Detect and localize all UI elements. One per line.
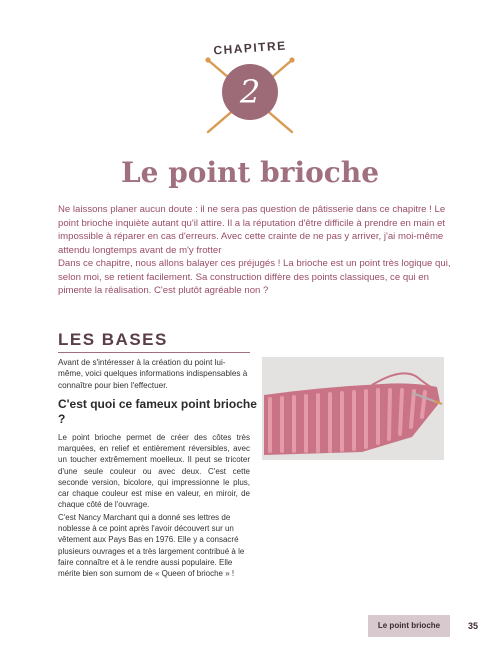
page-title: Le point brioche — [120, 156, 380, 189]
section-divider — [58, 352, 250, 353]
body-paragraph-2: C'est Nancy Marchant qui a donné ses lettres de noblesse à ce point après l'avoir découvert sur un vêtement aux Pays Bas en 1976. Elle y a consacré plusieurs ouvrages et a très largement contribué à le faire connaître et à le rendre aussi populaire. Elle mérite bien son surnom de « Queen of brioche » ! — [58, 513, 245, 579]
body-paragraph-1: Le point brioche permet de créer des côtes très marquées, en relief et entièrement réversibles, avec un toucher extrêmement moelleux. Il peut se tricoter d'une seule couleur ou avec deux. C'est cette seconde version, bicolore, qui impressionne le plus, car chaque couleur est mise en valeur, en miroir, de chaque côté de l'ouvrage. — [58, 433, 250, 510]
page-number: 35 — [467, 621, 478, 631]
subsection-title: C'est quoi ce fameux point brioche ? — [58, 397, 257, 426]
section-intro-text: Avant de s'intéresser à la création du point lui-même, voici quelques informations indispensables à connaître pour bien l'effectuer. — [58, 358, 248, 390]
intro-paragraph-1: Ne laissons planer aucun doute : il ne sera pas question de pâtisserie dans ce chapitre ! Le point brioche inquiète autant qu'il attire. Il a la réputation d'être difficile à prendre en main et impossible à réparer en cas d'erreurs. Avec cette crainte de ne pas y arriver, j'ai moi-même attendu longtemps avant de m'y frotter — [58, 204, 446, 256]
intro-block — [58, 203, 458, 298]
section-heading: LES BASES — [58, 330, 168, 349]
chapter-label: CHAPITRE — [212, 38, 288, 58]
footer-label: Le point brioche — [377, 621, 441, 630]
intro-paragraph-2: Dans ce chapitre, nous allons balayer ces préjugés ! La brioche est un point très logique qui, selon moi, se retient facilement. Sa construction diffère des points classiques, ce qui en pimente la réalisation. C'est plutôt agréable non ? — [58, 258, 451, 296]
chapter-number: 2 — [239, 73, 261, 111]
knitting-photo — [262, 357, 444, 460]
